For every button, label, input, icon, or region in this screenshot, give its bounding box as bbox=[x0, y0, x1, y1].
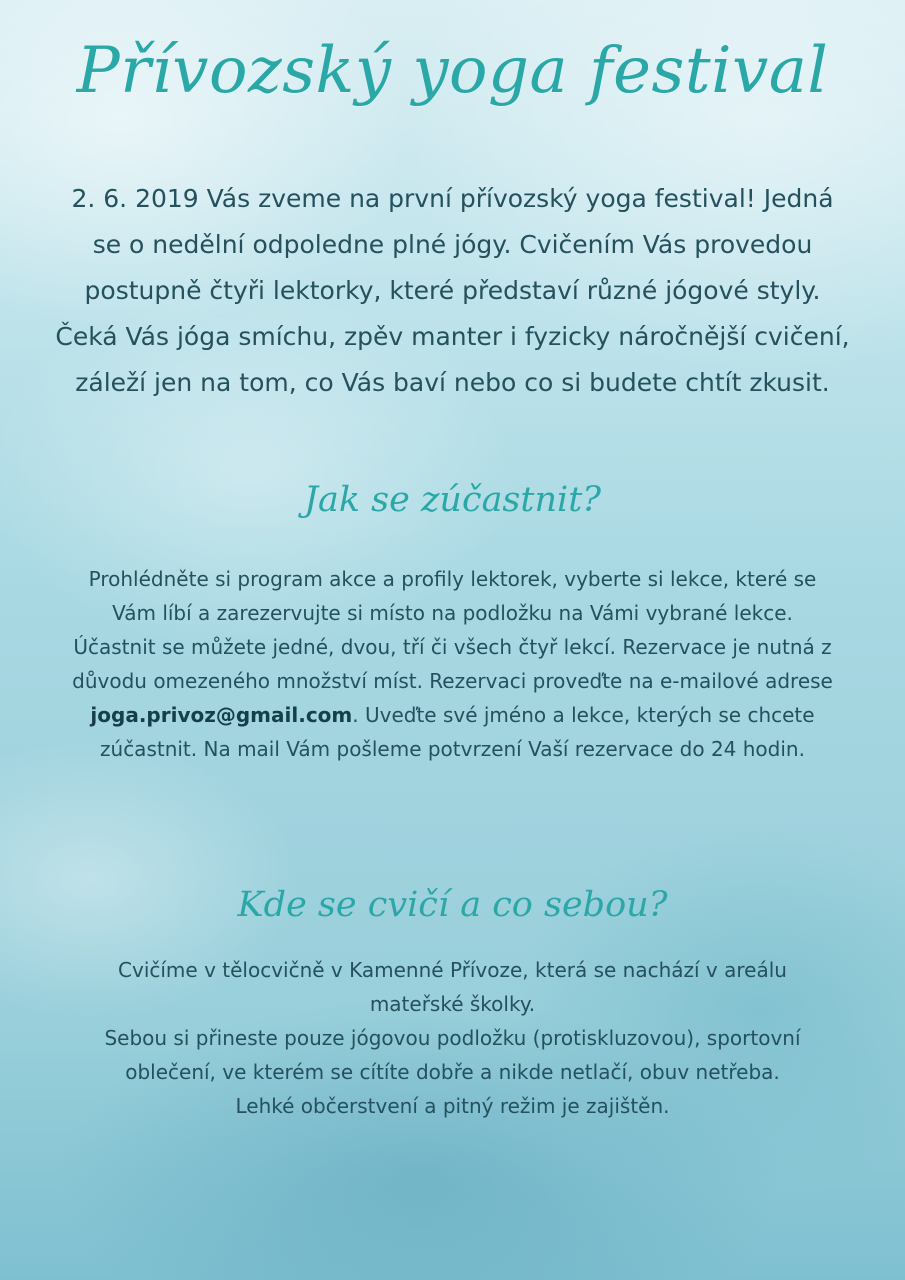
page-title: Přívozský yoga festival bbox=[76, 34, 829, 108]
participation-text-before-email: Prohlédněte si program akce a profily lektorek, vyberte si lekce, které se Vám líbí a zarezervujte si místo na podložku na Vámi vybrané lekce. Účastnit se můžete jedné, dvou, tří či všech čtyř lekcí. Rezervace je nutná z důvodu omezeného množství míst. Rezervaci proveďte na e-mailové adrese bbox=[72, 567, 833, 693]
intro-section bbox=[55, 176, 850, 406]
email-link[interactable]: joga.privoz@gmail.com bbox=[90, 703, 353, 727]
intro-paragraph: Čeká Vás jóga smíchu, zpěv manter i fyzicky náročnější cvičení, záleží jen na tom, co Vás baví nebo co si budete chtít zkusit. bbox=[55, 322, 850, 397]
participation-heading: Jak se zúčastnit? bbox=[303, 480, 602, 520]
intro-paragraph: 2. 6. 2019 Vás zveme na první přívozský yoga festival! Jedná se o nedělní odpoledne plné jógy. Cvičením Vás provedou postupně čtyři lektorky, které představí různé jógové styly. bbox=[71, 184, 834, 305]
location-paragraph: Lehké občerstvení a pitný režim je zajištěn. bbox=[235, 1094, 670, 1118]
location-heading: Kde se cvičí a co sebou? bbox=[237, 885, 668, 925]
participation-section bbox=[70, 562, 835, 766]
participation-paragraph bbox=[70, 562, 835, 766]
participation-text-after-email: . Uveďte své jméno a lekce, kterých se chcete zúčastnit. Na mail Vám pošleme potvrzení Vaší rezervace do 24 hodin. bbox=[100, 703, 815, 761]
location-paragraph: Cvičíme v tělocvičně v Kamenné Přívoze, která se nachází v areálu mateřské školky. bbox=[118, 958, 787, 1016]
location-paragraph: Sebou si přineste pouze jógovou podložku (protiskluzovou), sportovní oblečení, ve kterém se cítíte dobře a nikde netlačí, obuv netřeba. bbox=[104, 1026, 801, 1084]
location-section bbox=[70, 953, 835, 1123]
